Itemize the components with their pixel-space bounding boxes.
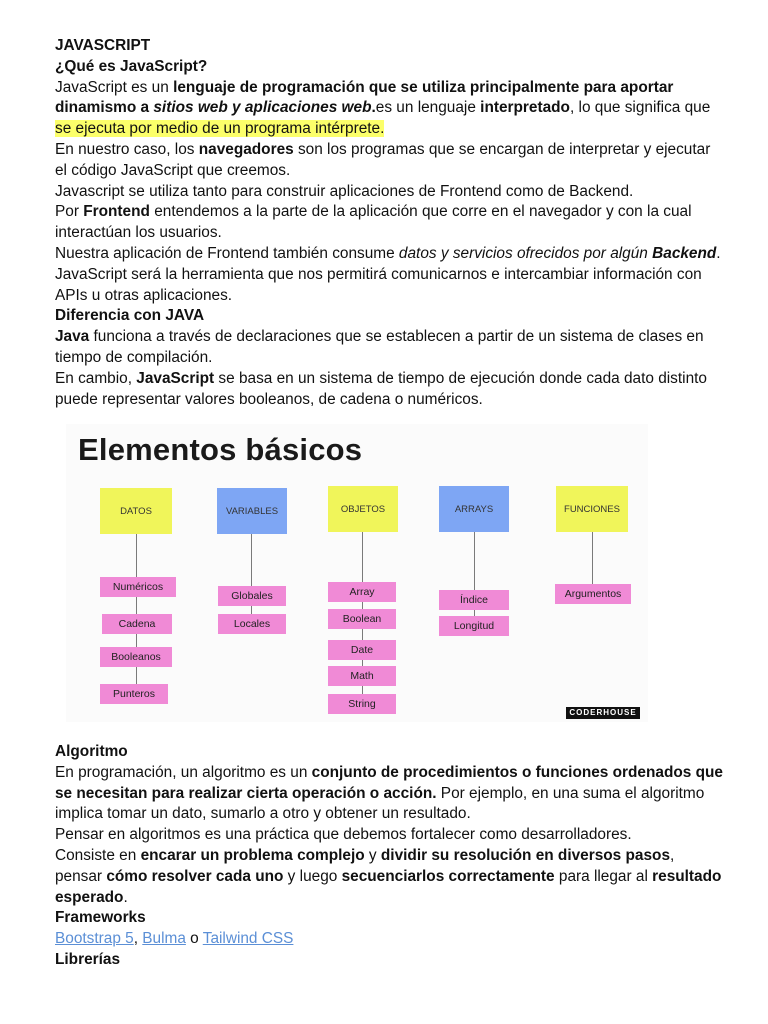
paragraph-pensar: Pensar en algoritmos es una práctica que debemos fortalecer como desarrolladores. (55, 826, 632, 844)
paragraph-consiste: Consiste en encarar un problema complejo y dividir su resolución en diversos pasos, pensar cómo resolver cada uno y luego secuenciarlos correctamente para llegar al resultado esperado. (55, 846, 722, 906)
category-arrays: ARRAYS (439, 486, 509, 532)
doc-heading: JAVASCRIPT (55, 37, 151, 54)
element-item: Boolean (328, 609, 396, 629)
category-datos: DATOS (100, 488, 172, 534)
element-item: Cadena (102, 614, 172, 634)
paragraph-frontend: Por Frontend entendemos a la parte de la aplicación que corre en el navegador y con la cual interactúan los usuarios. (55, 203, 692, 242)
section-heading-frameworks: Frameworks (55, 909, 146, 927)
element-item: Date (328, 640, 396, 660)
element-item: Punteros (100, 684, 168, 704)
paragraph-algoritmo: En programación, un algoritmo es un conjunto de procedimientos o funciones ordenados que se necesitan para realizar cierta operación o acción. Por ejemplo, en una suma el algoritmo implica tomar un dato, sumarlo a otro y obtener un resultado. (55, 763, 723, 823)
highlighted-text: se ejecuta por medio de un programa intérprete. (55, 120, 385, 138)
element-item: String (328, 694, 396, 714)
element-item: Math (328, 666, 396, 686)
diagram-elementos-basicos (66, 424, 648, 722)
category-variables: VARIABLES (217, 488, 287, 534)
frameworks-links: Bootstrap 5, Bulma o Tailwind CSS (55, 930, 294, 948)
element-item: Globales (218, 586, 286, 606)
section-heading-librerias: Librerías (55, 950, 121, 968)
paragraph-backend: Nuestra aplicación de Frontend también consume datos y servicios ofrecidos por algún Backend. JavaScript será la herramienta que nos permitirá comunicarnos e intercambiar información con APIs u otras aplicaciones. (55, 244, 721, 304)
document-body-top (55, 36, 725, 410)
link-bootstrap[interactable]: Bootstrap 5 (55, 930, 134, 948)
element-item: Locales (218, 614, 286, 634)
link-bulma[interactable]: Bulma (142, 930, 186, 948)
element-item: Argumentos (555, 584, 631, 604)
brand-logo: CODERHOUSE (566, 707, 640, 719)
element-item: Numéricos (100, 577, 176, 597)
category-objetos: OBJETOS (328, 486, 398, 532)
category-funciones: FUNCIONES (556, 486, 628, 532)
link-tailwind[interactable]: Tailwind CSS (202, 930, 294, 948)
section-heading-diferencia: Diferencia con JAVA (55, 307, 205, 325)
section-heading-que-es: ¿Qué es JavaScript? (55, 57, 208, 75)
connector-line (592, 532, 593, 584)
document-body-bottom (55, 742, 725, 971)
element-item: Índice (439, 590, 509, 610)
paragraph-java: Java funciona a través de declaraciones que se establecen a partir de un sistema de clases en tiempo de compilación. (55, 328, 704, 366)
diagram-title: Elementos básicos (78, 432, 363, 467)
element-item: Longitud (439, 616, 509, 636)
paragraph-javascript-runtime: En cambio, JavaScript se basa en un sistema de tiempo de ejecución donde cada dato distinto puede representar valores booleanos, de cadena o numéricos. (55, 369, 707, 408)
paragraph-frontend-backend: Javascript se utiliza tanto para construir aplicaciones de Frontend como de Backend. (55, 182, 634, 200)
section-heading-algoritmo: Algoritmo (55, 743, 128, 760)
paragraph-navegadores: En nuestro caso, los navegadores son los programas que se encargan de interpretar y ejecutar el código JavaScript que creemos. (55, 140, 711, 179)
element-item: Booleanos (100, 647, 172, 667)
element-item: Array (328, 582, 396, 602)
paragraph-intro: JavaScript es un lenguaje de programación que se utiliza principalmente para aportar dinamismo a sitios web y aplicaciones web.es un lenguaje interpretado, lo que significa que se ejecuta por medio de un programa intérprete. (55, 78, 711, 138)
